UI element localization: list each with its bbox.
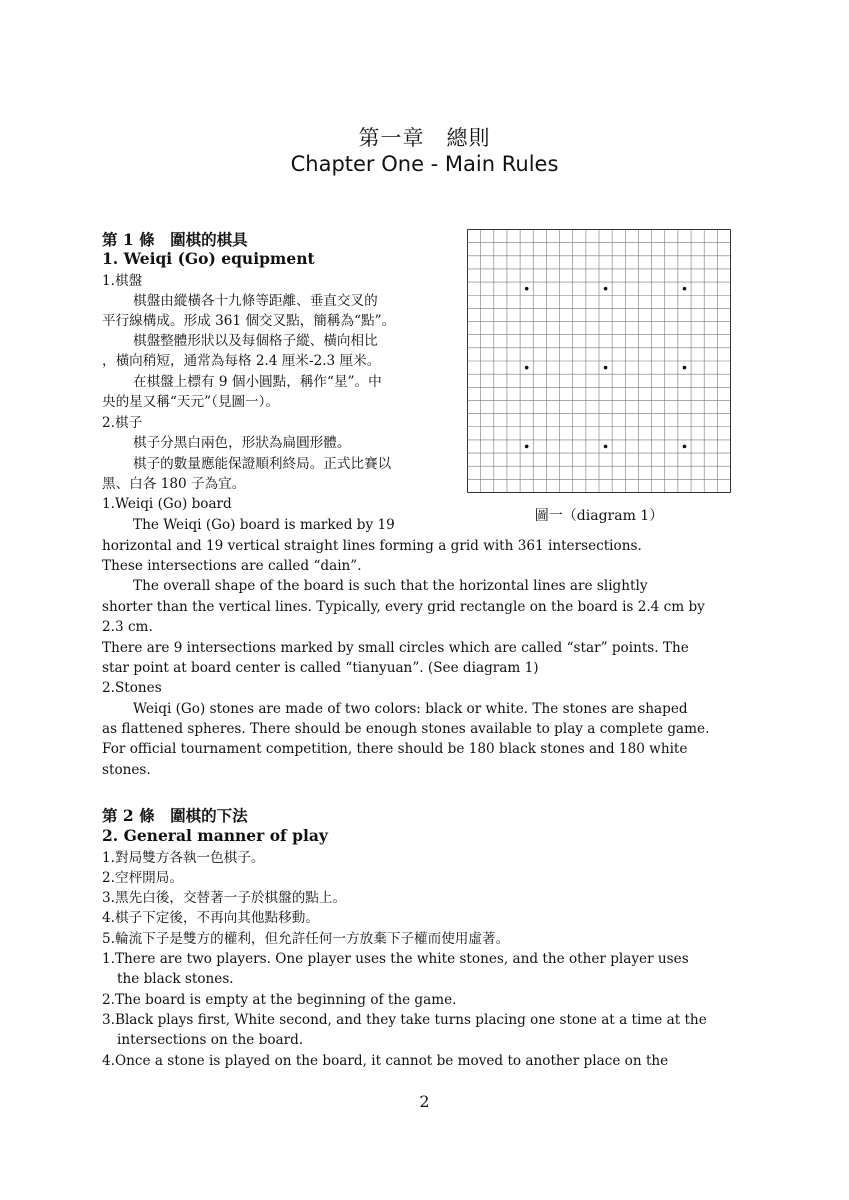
s1-en-line: These intersections are called “dain”. [102, 558, 362, 574]
star-point [683, 366, 687, 370]
s1-zh-line: 棋盤由縱橫各十九條等距離、垂直交叉的 [133, 293, 378, 309]
s1-en-line: For official tournament competition, there should be 180 black stones and 180 white [102, 741, 688, 757]
star-point [604, 366, 608, 370]
s1-en-line: There are 9 intersections marked by small circles which are called “star” points. The [102, 640, 689, 656]
chapter-title-en: Chapter One - Main Rules [290, 152, 559, 176]
s1-zh-line: 平行線構成。形成 361 個交叉點，簡稱為“點”。 [102, 313, 396, 329]
s2-zh-line: 3.黑先白後，交替著一子於棋盤的點上。 [102, 890, 347, 906]
s1-en-line: shorter than the vertical lines. Typically, every grid rectangle on the board is 2.4 cm by [102, 599, 705, 615]
s1-zh-line: 2.棋子 [102, 415, 143, 431]
s2-en-line: 4.Once a stone is played on the board, it cannot be moved to another place on the [102, 1053, 669, 1069]
section2-heading-en: 2. General manner of play [102, 826, 328, 845]
section1-heading-en: 1. Weiqi (Go) equipment [102, 249, 315, 268]
s1-zh-line: 黑、白各 180 子為宜。 [102, 476, 246, 492]
s1-en-line: 2.3 cm. [102, 619, 153, 635]
s2-zh-line: 1.對局雙方各執一色棋子。 [102, 850, 265, 866]
s1-zh-line: 棋子分黑白兩色，形狀為扁圓形體。 [133, 435, 351, 451]
go-board-diagram [467, 229, 731, 493]
s1-en-line: stones. [102, 762, 151, 778]
star-point [525, 287, 529, 291]
chapter-title-zh: 第一章 總則 [358, 126, 491, 150]
go-board-grid [467, 229, 731, 493]
section2-heading-zh: 第 2 條 圍棋的下法 [102, 806, 248, 825]
s1-en-line: star point at board center is called “tianyuan”. (See diagram 1) [102, 660, 539, 676]
s1-zh-line: 央的星又稱“天元”（見圖一）。 [102, 394, 280, 410]
s1-en-line: The Weiqi (Go) board is marked by 19 [133, 517, 395, 533]
s1-zh-line: 在棋盤上標有 9 個小圓點，稱作“星”。中 [133, 374, 382, 390]
s1-en-line: 2.Stones [102, 680, 162, 696]
s1-en-line: Weiqi (Go) stones are made of two colors: black or white. The stones are shaped [133, 701, 688, 717]
s1-en-line: as flattened spheres. There should be enough stones available to play a complete game. [102, 721, 710, 737]
s2-zh-line: 5.輪流下子是雙方的權利，但允許任何一方放棄下子權而使用虛著。 [102, 931, 510, 947]
s2-zh-line: 4.棋子下定後，不再向其他點移動。 [102, 910, 319, 926]
star-point [683, 445, 687, 449]
s1-zh-line: 棋盤整體形狀以及每個格子縱、橫向相比 [133, 333, 378, 349]
diagram-caption: 圖一（diagram 1） [534, 508, 664, 524]
s1-zh-line: 1.棋盤 [102, 273, 143, 289]
s1-en-line: The overall shape of the board is such that the horizontal lines are slightly [133, 578, 648, 594]
s2-en-line: 1.There are two players. One player uses the white stones, and the other player uses [102, 951, 689, 967]
s2-en-line: 2.The board is empty at the beginning of the game. [102, 992, 457, 1008]
section1-heading-zh: 第 1 條 圍棋的棋具 [102, 230, 248, 249]
s1-zh-line: ，橫向稍短，通常為每格 2.4 厘米-2.3 厘米。 [102, 353, 381, 369]
star-point [604, 287, 608, 291]
s2-en-line: intersections on the board. [117, 1032, 304, 1048]
s1-zh-line: 棋子的數量應能保證順利終局。正式比賽以 [133, 456, 392, 472]
s2-en-line: the black stones. [117, 971, 234, 987]
star-point [604, 445, 608, 449]
s2-en-line: 3.Black plays first, White second, and they take turns placing one stone at a time at the [102, 1012, 707, 1028]
s1-en-line: horizontal and 19 vertical straight lines forming a grid with 361 intersections. [102, 538, 642, 554]
page-number: 2 [419, 1092, 430, 1111]
s2-zh-line: 2.空枰開局。 [102, 870, 183, 886]
star-point [683, 287, 687, 291]
s1-en-line: 1.Weiqi (Go) board [102, 496, 232, 512]
star-point [525, 445, 529, 449]
star-point [525, 366, 529, 370]
